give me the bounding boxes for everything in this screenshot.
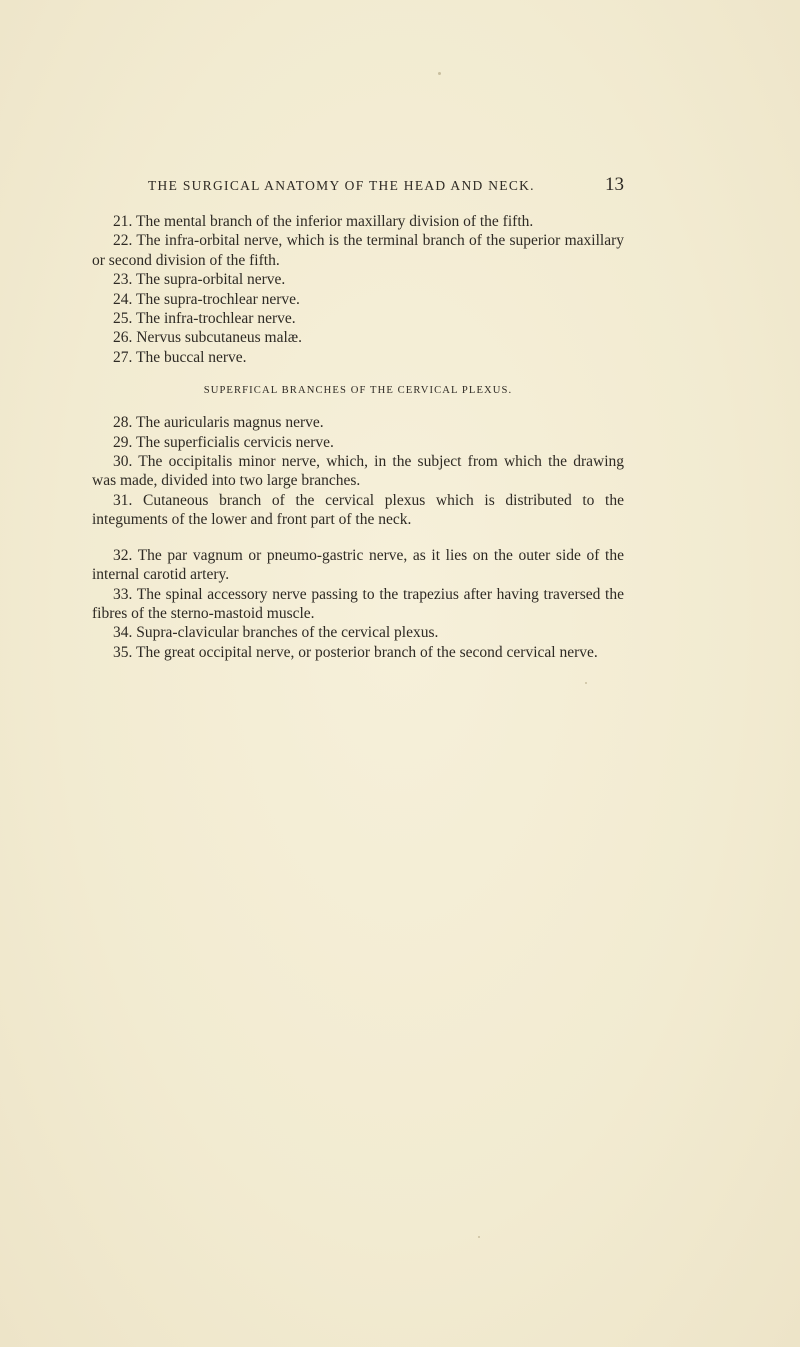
paper-speck bbox=[438, 72, 441, 75]
list-item: 32. The par vagnum or pneumo-gastric nerve, as it lies on the outer side of the internal carotid artery. bbox=[92, 546, 624, 584]
list-item: 33. The spinal accessory nerve passing to the trapezius after having traversed the fibres of the sterno-mastoid muscle. bbox=[92, 585, 624, 622]
list-item: 21. The mental branch of the inferior maxillary division of the fifth. bbox=[113, 213, 534, 230]
running-title: THE SURGICAL ANATOMY OF THE HEAD AND NECK. bbox=[148, 178, 535, 193]
page-header bbox=[148, 176, 624, 200]
section-heading: SUPERFICAL BRANCHES OF THE CERVICAL PLEXUS. bbox=[203, 385, 513, 397]
paragraph-gap bbox=[92, 530, 624, 546]
body-text bbox=[92, 212, 624, 662]
list-item: 25. The infra-trochlear nerve. bbox=[113, 310, 296, 328]
paper-speck bbox=[478, 1236, 480, 1238]
list-item: 26. Nervus subcutaneus malæ. bbox=[113, 329, 302, 347]
paper-speck bbox=[585, 682, 587, 684]
list-item: 24. The supra-trochlear nerve. bbox=[113, 290, 300, 308]
list-item: 29. The superficialis cervicis nerve. bbox=[113, 433, 334, 451]
list-item: 30. The occipitalis minor nerve, which, in the subject from which the drawing was made, divided into two large branches. bbox=[92, 453, 624, 490]
list-item: 34. Supra-clavicular branches of the cervical plexus. bbox=[113, 624, 439, 642]
list-item: 28. The auricularis magnus nerve. bbox=[113, 414, 324, 432]
list-item: 23. The supra-orbital nerve. bbox=[113, 271, 286, 289]
list-item: 31. Cutaneous branch of the cervical plexus which is distributed to the integuments of the lower and front part of the neck. bbox=[92, 491, 624, 529]
page-number: 13 bbox=[605, 174, 624, 195]
list-item: 27. The buccal nerve. bbox=[113, 348, 247, 366]
list-item: 35. The great occipital nerve, or posterior branch of the second cervical nerve. bbox=[113, 643, 598, 661]
list-item: 22. The infra-orbital nerve, which is the terminal branch of the superior maxillary or second division of the fifth. bbox=[92, 232, 624, 269]
